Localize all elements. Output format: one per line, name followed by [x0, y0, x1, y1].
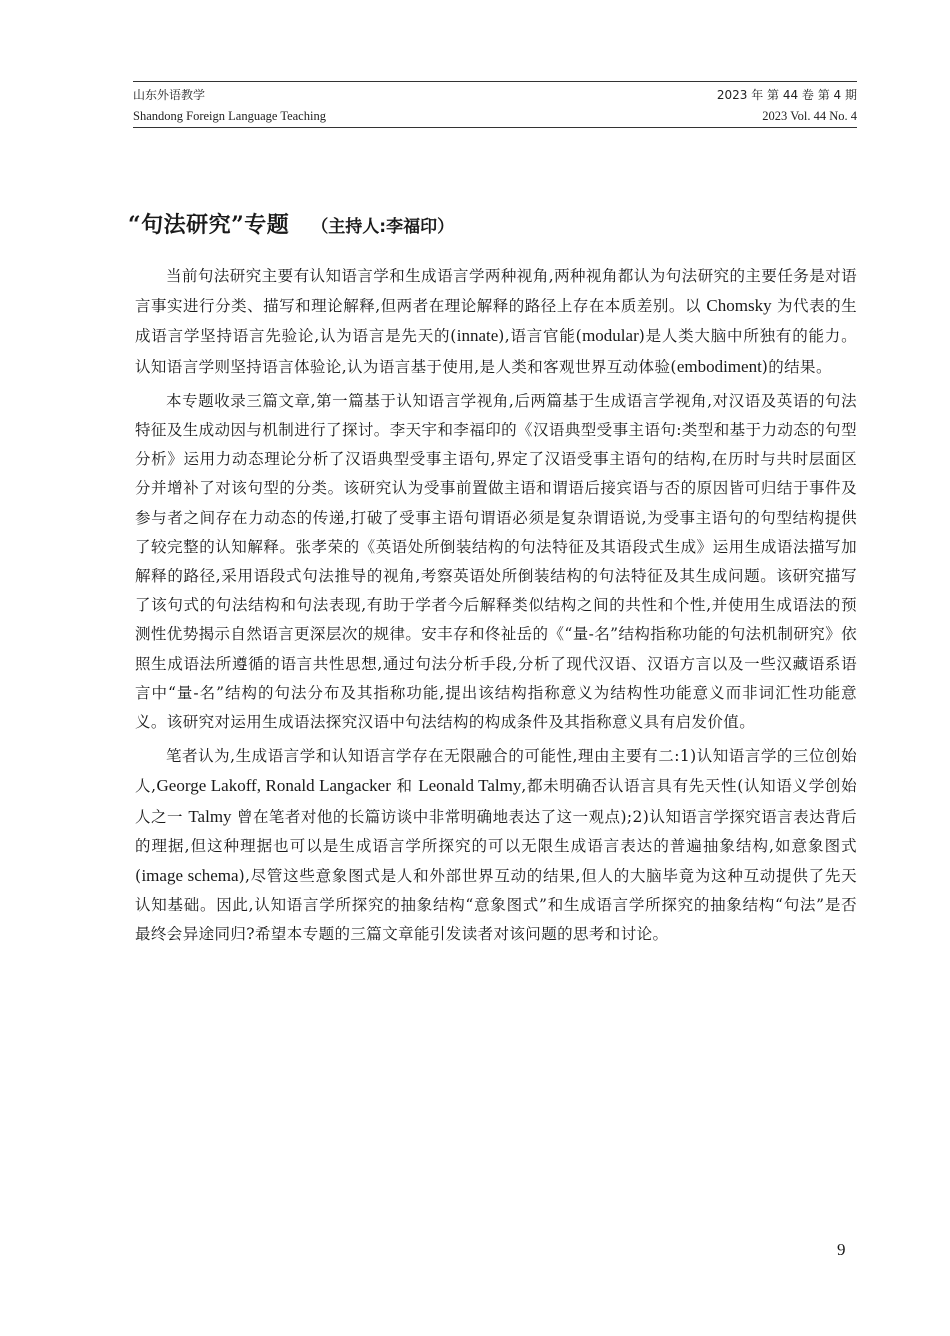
column-title	[128, 208, 454, 239]
journal-name-en: Shandong Foreign Language Teaching	[133, 109, 326, 123]
issue-info-cn: 2023 年 第 44 卷 第 4 期	[716, 88, 857, 102]
article-body	[135, 262, 857, 955]
header-bottom-rule	[133, 127, 857, 128]
paragraph: 本专题收录三篇文章,第一篇基于认知语言学视角,后两篇基于生成语言学视角,对汉语及英语的句法特征及生成动因与机制进行了探讨。李天宇和李福印的《汉语典型受事主语句:类型和基于力动态的句型分析》运用力动态理论分析了汉语典型受事主语句,界定了汉语受事主语句的结构,在历时与共时层面区分并增补了对该句型的分类。该研究认为受事前置做主语和谓语后接宾语与否的原因皆可归结于事件及参与者之间存在力动态的传递,打破了受事主语句谓语必须是复杂谓语说,为受事主语句的句型结构提供了较完整的认知解释。张孝荣的《英语处所倒装结构的句法特征及其语段式生成》运用生成语法描写加解释的路径,采用语段式句法推导的视角,考察英语处所倒装结构的句法特征及其生成问题。该研究描写了该句式的句法结构和句法表现,有助于学者今后解释类似结构之间的共性和个性,并使用生成语法的预测性优势揭示自然语言更深层次的规律。安丰存和佟祉岳的《“量-名”结构指称功能的句法机制研究》依照生成语法所遵循的语言共性思想,通过句法分析手段,分析了现代汉语、汉语方言以及一些汉藏语系语言中“量-名”结构的句法分布及其指称功能,提出该结构指称意义为结构性功能意义而非词汇性功能意义。该研究对运用生成语法探究汉语中句法结构的构成条件及其指称意义具有启发价值。	[135, 391, 857, 732]
issue-info-en: 2023 Vol. 44 No. 4	[762, 109, 857, 123]
paragraph: 笔者认为,生成语言学和认知语言学存在无限融合的可能性,理由主要有二:1)认知语言学的三位创始人,George Lakoff, Ronald Langacker 和 Leonald Talmy,都未明确否认语言具有先天性(认知语义学创始人之一 Talmy 曾在笔者对他的长篇访谈中非常明确地表达了这一观点);2)认知语言学探究语言表达背后的理据,但这种理据也可以是生成语言学所探究的可以无限生成语言表达的普遍抽象结构,如意象图式(image schema),尽管这些意象图式是人和外部世界互动的结果,但人的大脑毕竟为这种互动提供了先天认知基础。因此,认知语言学所探究的抽象结构“意象图式”和生成语言学所探究的抽象结构“句法”是否最终会异途同归?希望本专题的三篇文章能引发读者对该问题的思考和讨论。	[135, 747, 857, 944]
column-host: （主持人:李福印）	[311, 217, 455, 237]
paragraph: 当前句法研究主要有认知语言学和生成语言学两种视角,两种视角都认为句法研究的主要任务是对语言事实进行分类、描写和理论解释,但两者在理论解释的路径上存在本质差别。以 Chomsky 为代表的生成语言学坚持语言先验论,认为语言是先天的(innate),语言官能(modular)是人类大脑中所独有的能力。认知语言学则坚持语言体验论,认为语言基于使用,是人类和客观世界互动体验(embodiment)的结果。	[135, 267, 857, 376]
page-number: 9	[837, 1240, 846, 1259]
column-title-main: “句法研究”专题	[128, 212, 290, 238]
journal-name-cn: 山东外语教学	[133, 88, 206, 102]
header-top-rule	[133, 81, 857, 82]
